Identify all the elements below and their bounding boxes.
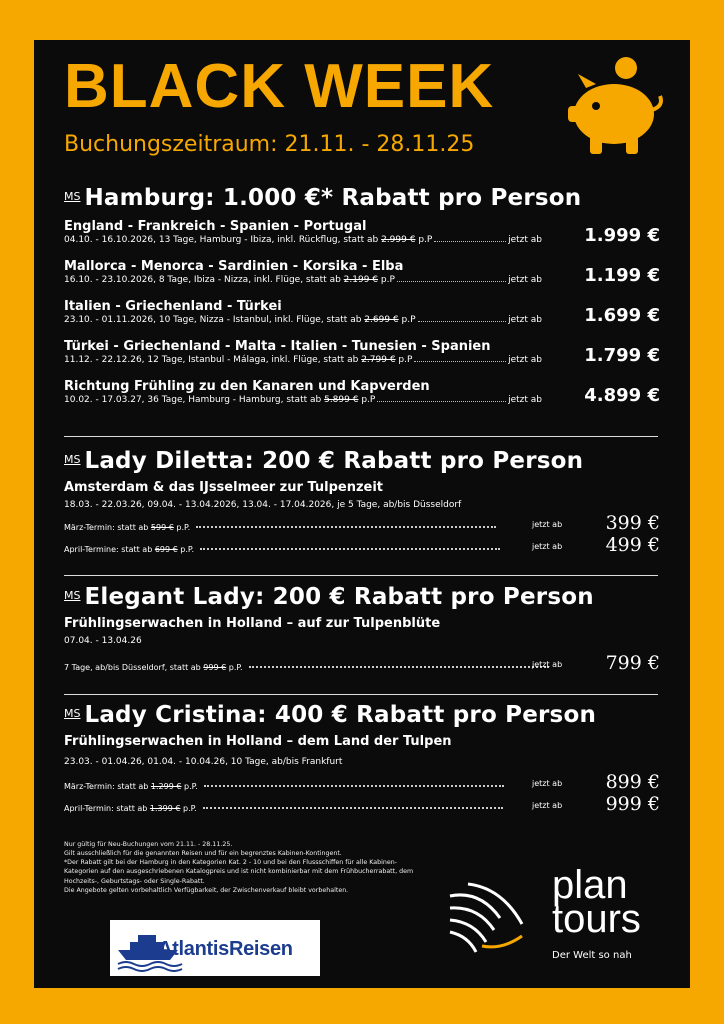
route-title: Amsterdam & das IJsselmeer zur Tulpenzeit bbox=[64, 480, 384, 495]
price-row bbox=[64, 650, 660, 672]
fine-print-line: Nur gültig für Neu-Buchungen vom 21.11. - 28.11.25. bbox=[64, 841, 233, 848]
route-title: Frühlingserwachen in Holland – dem Land der Tulpen bbox=[64, 734, 452, 749]
section-heading bbox=[64, 448, 660, 474]
row-text: April-Termine: statt ab bbox=[64, 545, 153, 554]
fine-print-line: *Der Rabatt gilt bei der Hamburg in den Kategorien Kat. 2 - 10 und bei den Flussschiffen für alle Kabinen-Kategorien auf den ausgeschriebenen Katalogpreis und ist nicht kombinierbar mit dem Frühbucherrabatt, dem Hochzeits-, Geburtstags- oder Single-Rabatt. bbox=[64, 859, 414, 885]
offer-route: Türkei - Griechenland - Malta - Italien - Tunesien - Spanien bbox=[64, 339, 491, 354]
offer-price: 799 € bbox=[605, 652, 660, 674]
dotted-leader bbox=[397, 280, 506, 282]
price-unit: p.P. bbox=[184, 782, 198, 791]
dotted-leader bbox=[204, 785, 504, 787]
jetzt-ab-label: jetzt ab bbox=[508, 275, 542, 285]
dotted-leader bbox=[414, 360, 506, 362]
price-row bbox=[64, 791, 660, 813]
jetzt-ab-label: jetzt ab bbox=[508, 355, 542, 365]
offer-route: Mallorca - Menorca - Sardinien - Korsika - Elba bbox=[64, 259, 404, 274]
row-text: März-Termin: statt ab bbox=[64, 782, 149, 791]
price-unit: p.P. bbox=[176, 523, 191, 532]
price-row-label bbox=[64, 663, 243, 672]
offer-item bbox=[64, 379, 660, 419]
old-price: 699 € bbox=[154, 545, 178, 554]
offer-price: 899 € bbox=[605, 771, 660, 793]
offer-item bbox=[64, 219, 660, 259]
old-price: 599 € bbox=[150, 523, 174, 532]
travel-dates: 18.03. - 22.03.26, 09.04. - 13.04.2026, 13.04. - 17.04.2026, je 5 Tage, ab/bis Düsseldorf bbox=[64, 500, 462, 510]
offer-route: Italien - Griechenland - Türkei bbox=[64, 299, 282, 314]
price-row bbox=[64, 769, 660, 791]
heading-text: Elegant Lady: 200 € Rabatt pro Person bbox=[84, 584, 594, 610]
row-text: 7 Tage, ab/bis Düsseldorf, statt ab bbox=[64, 663, 201, 672]
offer-item bbox=[64, 339, 660, 379]
section-elegant-lady bbox=[64, 584, 660, 672]
ms-prefix: MS bbox=[64, 589, 81, 602]
jetzt-ab-label: jetzt ab bbox=[532, 801, 563, 810]
section-heading bbox=[64, 702, 660, 728]
offer-item bbox=[64, 299, 660, 339]
heading-text: Lady Cristina: 400 € Rabatt pro Person bbox=[84, 702, 597, 728]
divider bbox=[64, 575, 658, 576]
price-unit: p.P. bbox=[180, 545, 195, 554]
ms-prefix: MS bbox=[64, 453, 81, 466]
offer-dates: 11.12. - 22.12.26, 12 Tage, Istanbul - Málaga, inkl. Flüge, statt ab bbox=[64, 355, 359, 365]
jetzt-ab-label: jetzt ab bbox=[532, 520, 563, 529]
dotted-leader bbox=[249, 666, 549, 668]
offer-price: 4.899 € bbox=[584, 385, 660, 406]
price-row bbox=[64, 510, 660, 532]
price-row bbox=[64, 532, 660, 554]
offer-dates: 23.10. - 01.11.2026, 10 Tage, Nizza - Istanbul, inkl. Flüge, statt ab bbox=[64, 315, 362, 325]
dotted-leader bbox=[434, 240, 506, 242]
plantours-logo-text bbox=[552, 863, 641, 941]
fine-print-line: Die Angebote gelten vorbehaltlich Verfügbarkeit, der Zwischenverkauf bleibt vorbehalten. bbox=[64, 886, 349, 894]
jetzt-ab-label: jetzt ab bbox=[532, 779, 563, 788]
old-price: 5.899 € bbox=[324, 395, 359, 405]
booking-period: Buchungszeitraum: 21.11. - 28.11.25 bbox=[64, 132, 475, 157]
offer-price: 1.699 € bbox=[584, 305, 660, 326]
offer-detail bbox=[64, 275, 542, 285]
old-price: 1.399 € bbox=[149, 804, 181, 813]
old-price: 999 € bbox=[203, 663, 227, 672]
price-row-label bbox=[64, 545, 194, 554]
price-unit: p.P bbox=[361, 395, 376, 405]
jetzt-ab-label: jetzt ab bbox=[532, 660, 563, 669]
section-lady-cristina bbox=[64, 702, 660, 813]
plantours-wave-icon bbox=[446, 876, 530, 960]
fine-print bbox=[64, 840, 424, 895]
old-price: 2.199 € bbox=[343, 275, 379, 285]
plantours-line: plan bbox=[552, 863, 628, 907]
offer-item bbox=[64, 259, 660, 299]
offer-price: 499 € bbox=[605, 534, 660, 556]
section-lady-diletta bbox=[64, 448, 660, 554]
flyer-panel bbox=[34, 40, 690, 988]
dotted-leader bbox=[418, 320, 507, 322]
offer-price: 1.799 € bbox=[584, 345, 660, 366]
travel-dates: 23.03. - 01.04.26, 01.04. - 10.04.26, 10 Tage, ab/bis Frankfurt bbox=[64, 757, 343, 767]
offer-dates: 10.02. - 17.03.27, 36 Tage, Hamburg - Hamburg, statt ab bbox=[64, 395, 322, 405]
route-title: Frühlingserwachen in Holland – auf zur Tulpenblüte bbox=[64, 616, 441, 631]
offer-detail bbox=[64, 395, 542, 405]
section-heading bbox=[64, 584, 660, 610]
atlantis-logo-text: AtlantisReisen bbox=[158, 938, 293, 960]
dotted-leader bbox=[203, 807, 503, 809]
offer-route: Richtung Frühling zu den Kanaren und Kapverden bbox=[64, 379, 430, 394]
section-heading bbox=[64, 185, 660, 211]
offer-price: 1.199 € bbox=[584, 265, 660, 286]
divider bbox=[64, 694, 658, 695]
piggy-bank-icon bbox=[556, 48, 668, 160]
row-text: März-Termin: statt ab bbox=[64, 523, 149, 532]
dotted-leader bbox=[196, 526, 496, 528]
dotted-leader bbox=[377, 400, 506, 402]
price-row-label bbox=[64, 804, 197, 813]
price-row-label bbox=[64, 782, 198, 791]
price-unit: p.P. bbox=[183, 804, 197, 813]
price-unit: p.P bbox=[418, 235, 433, 245]
atlantis-reisen-logo bbox=[110, 920, 320, 976]
row-text: April-Termin: statt ab bbox=[64, 804, 148, 813]
fine-print-line: Gilt ausschließlich für die genannten Reisen und für ein begrenztes Kabinen-Kontingent. bbox=[64, 850, 342, 858]
page-title: BLACK WEEK bbox=[64, 52, 495, 121]
ms-prefix: MS bbox=[64, 190, 81, 203]
divider bbox=[64, 436, 658, 437]
old-price: 2.699 € bbox=[364, 315, 399, 325]
offer-detail bbox=[64, 315, 542, 325]
plantours-line: tours bbox=[552, 897, 641, 941]
price-unit: p.P. bbox=[228, 663, 243, 672]
dotted-leader bbox=[200, 548, 500, 550]
price-unit: p.P bbox=[380, 275, 395, 285]
jetzt-ab-label: jetzt ab bbox=[508, 235, 542, 245]
section-hamburg bbox=[64, 185, 660, 419]
ms-prefix: MS bbox=[64, 707, 81, 720]
offer-detail bbox=[64, 355, 542, 365]
price-unit: p.P bbox=[401, 315, 416, 325]
jetzt-ab-label: jetzt ab bbox=[532, 542, 563, 551]
price-unit: p.P bbox=[398, 355, 413, 365]
plantours-slogan: Der Welt so nah bbox=[552, 950, 632, 961]
old-price: 2.999 € bbox=[381, 235, 416, 245]
heading-text: Lady Diletta: 200 € Rabatt pro Person bbox=[84, 448, 584, 474]
offer-price: 1.999 € bbox=[584, 225, 660, 246]
offer-price: 399 € bbox=[605, 512, 660, 534]
offer-dates: 04.10. - 16.10.2026, 13 Tage, Hamburg - Ibiza, inkl. Rückflug, statt ab bbox=[64, 235, 379, 245]
old-price: 2.799 € bbox=[361, 355, 396, 365]
offer-price: 999 € bbox=[605, 793, 660, 815]
travel-dates: 07.04. - 13.04.26 bbox=[64, 636, 142, 646]
jetzt-ab-label: jetzt ab bbox=[508, 315, 542, 325]
offer-route: England - Frankreich - Spanien - Portugal bbox=[64, 219, 367, 234]
old-price: 1.299 € bbox=[150, 782, 182, 791]
offer-dates: 16.10. - 23.10.2026, 8 Tage, Ibiza - Nizza, inkl. Flüge, statt ab bbox=[64, 275, 341, 285]
offer-detail bbox=[64, 235, 542, 245]
heading-text: Hamburg: 1.000 €* Rabatt pro Person bbox=[84, 185, 582, 211]
jetzt-ab-label: jetzt ab bbox=[508, 395, 542, 405]
price-row-label bbox=[64, 523, 190, 532]
